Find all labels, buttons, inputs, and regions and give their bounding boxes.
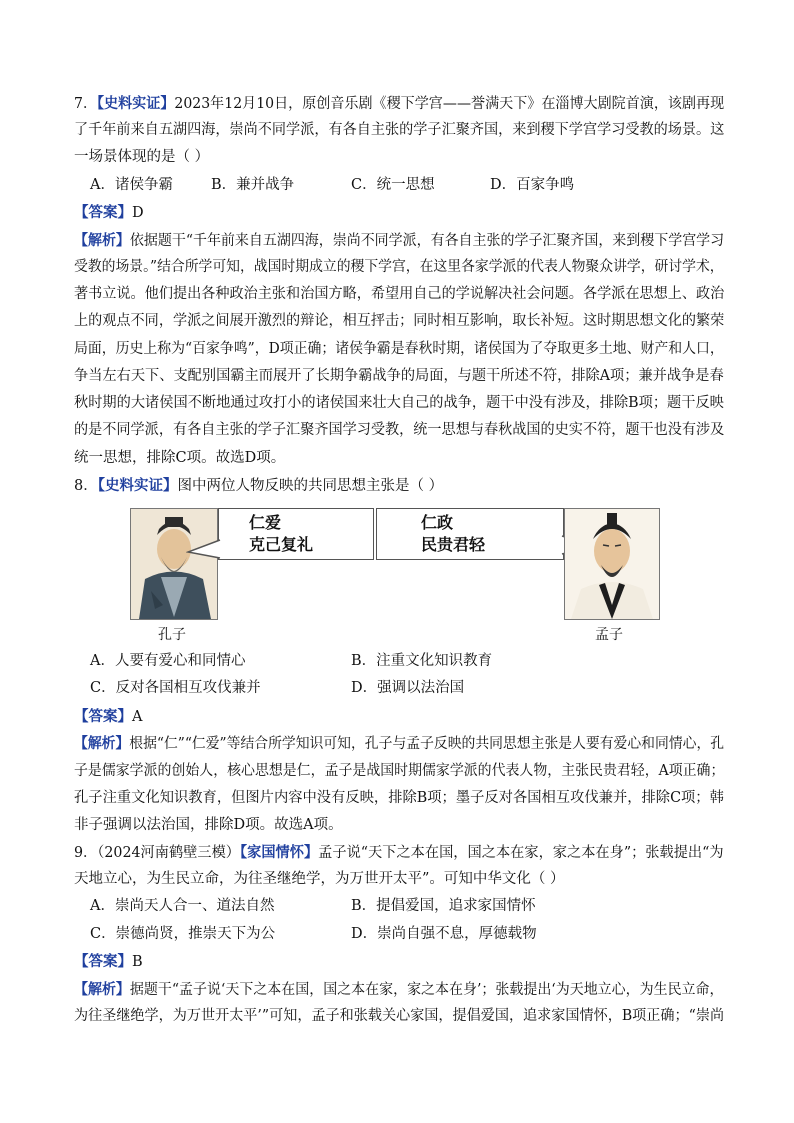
mencius-caption: 孟子 — [595, 627, 623, 643]
q7-option-d: D．百家争鸣 — [490, 177, 575, 193]
q8-answer-label: 【答案】 — [74, 708, 132, 725]
q7-stem-1: 2023年12月10日，原创音乐剧《稷下学宫——誉满天下》在淄博大剧院首演，该剧再现 — [174, 96, 725, 112]
q8-analysis-text-1: 根据“仁”“仁爱”等结合所学知识可知，孔子与孟子反映的共同思想主张是人要有爱心和同情心，孔 — [129, 736, 725, 752]
q8-stem: 图中两位人物反映的共同思想主张是（ ） — [177, 478, 444, 494]
q7-answer-value: D — [132, 205, 144, 221]
confucius-quote-1: 仁爱 — [249, 513, 282, 532]
confucius-bubble-pointer — [186, 538, 222, 562]
q9-number: 9． — [74, 845, 98, 861]
q9-stem-1: 孟子说“天下之本在国，国之本在家，家之本在身”；张载提出“为 — [318, 845, 724, 861]
q7-number: 7． — [74, 96, 98, 112]
confucius-portrait — [130, 508, 218, 620]
mencius-speech-bubble — [376, 508, 564, 560]
q7-line-1 — [74, 94, 725, 114]
confucius-speech-bubble — [218, 508, 374, 560]
q8-line-1 — [74, 476, 724, 496]
q9-analysis-text-1: 据题干“孟子说‘天下之本在国，国之本在家，家之本在身’；张载提出‘为天地立心，为生民立命， — [129, 982, 724, 998]
q7-analysis-line-4: 上的观点不同，学派之间展开激烈的辩论，相互抨击；同时相互影响，取长补短。这时期思想文化的繁荣 — [74, 313, 725, 329]
q7-analysis-line-9: 统一思想，排除C项。故选D项。 — [74, 450, 286, 466]
q9-line-2: 天地立心，为生民立命，为往圣继绝学，为万世开太平”。可知中华文化（ ） — [74, 871, 565, 887]
q7-option-b: B．兼并战争 — [211, 177, 295, 193]
q9-option-b: B．提倡爱国，追求家国情怀 — [351, 898, 536, 914]
confucius-quote-2: 克己复礼 — [249, 535, 314, 554]
q9-option-c: C．崇德尚贤，推崇天下为公 — [90, 926, 276, 942]
q9-analysis-line-1 — [74, 980, 724, 1000]
q8-answer — [74, 707, 724, 727]
q9-option-d: D．崇尚自强不息，厚德载物 — [351, 926, 537, 942]
q7-option-c: C．统一思想 — [351, 177, 435, 193]
q7-analysis-line-2: 受教的场景。”结合所学可知，战国时期成立的稷下学宫，在这里各家学派的代表人物聚众讲学，研讨学术， — [74, 259, 724, 275]
q9-line-1 — [74, 843, 724, 863]
q7-analysis-line-8: 的是不同学派，有各自主张的学子汇聚齐国学习受教，统一思想与春秋战国的史实不符，题干也没有涉及 — [74, 422, 725, 438]
mencius-portrait — [564, 508, 660, 620]
q8-option-b: B．注重文化知识教育 — [351, 653, 493, 669]
mencius-quote-2: 民贵君轻 — [421, 535, 486, 554]
q8-number: 8． — [74, 478, 98, 494]
q8-analysis-line-4: 非子强调以法治国，排除D项。故选A项。 — [74, 817, 343, 833]
q7-analysis-line-7: 秋时期的大诸侯国不断地通过攻打小的诸侯国来壮大自己的战争，题干中没有涉及，排除B项；题干反映 — [74, 395, 724, 411]
q9-source: （2024河南鹤壁三模） — [97, 845, 241, 861]
confucius-caption: 孔子 — [158, 627, 186, 643]
q7-answer-label: 【答案】 — [74, 204, 132, 221]
q7-analysis-line-3: 著书立说。他们提出各种政治主张和治国方略，希望用自己的学说解决社会问题。各学派在思想上、政治 — [74, 286, 725, 302]
q7-option-a: A．诸侯争霸 — [90, 177, 173, 193]
q9-answer-value: B — [132, 954, 143, 970]
q9-option-a: A．崇尚天人合一、道法自然 — [90, 898, 275, 914]
q8-answer-value: A — [132, 709, 143, 725]
q7-analysis-line-6: 争当左右天下、支配别国霸主而展开了长期争霸战争的局面，与题干所述不符，排除A项；兼并战争是春 — [74, 368, 724, 384]
q7-answer — [74, 203, 724, 223]
q7-line-3: 一场景体现的是（ ） — [74, 149, 210, 165]
q9-answer — [74, 952, 724, 972]
q9-tag: 【家国情怀】 — [240, 844, 319, 861]
q8-analysis-line-3: 孔子注重文化知识教育，但图片内容中没有反映，排除B项；墨子反对各国相互攻伐兼并，排除C项；韩 — [74, 790, 724, 806]
q8-analysis-label: 【解析】 — [74, 735, 130, 752]
q8-analysis-line-1 — [74, 734, 725, 754]
q8-analysis-line-2: 子是儒家学派的创始人，核心思想是仁，孟子是战国时期儒家学派的代表人物，主张民贵君轻，A项正确； — [74, 763, 725, 779]
q7-analysis-line-1 — [74, 231, 725, 251]
q8-figure — [130, 508, 660, 648]
q7-analysis-line-5: 局面，历史上称为“百家争鸣”，D项正确；诸侯争霸是春秋时期，诸侯国为了夺取更多土地、财产和人口， — [74, 341, 724, 357]
mencius-quote-1: 仁政 — [421, 513, 454, 532]
q9-analysis-line-2: 为往圣继绝学，为万世开太平’”可知，孟子和张载关心家国，提倡爱国，追求家国情怀，B项正确；“崇尚 — [74, 1008, 725, 1024]
mencius-illustration — [565, 509, 659, 619]
confucius-illustration — [131, 509, 217, 619]
q8-option-d: D．强调以法治国 — [351, 680, 465, 696]
q9-answer-label: 【答案】 — [74, 953, 132, 970]
q7-tag: 【史料实证】 — [97, 95, 175, 112]
q7-line-2: 了千年前来自五湖四海，崇尚不同学派，有各自主张的学子汇聚齐国，来到稷下学宫学习受教的场景。这 — [74, 122, 725, 138]
q7-analysis-text-1: 依据题干“千年前来自五湖四海，崇尚不同学派，有各自主张的学子汇聚齐国，来到稷下学宫学习 — [129, 233, 725, 249]
q8-option-c: C．反对各国相互攻伐兼并 — [90, 680, 261, 696]
q8-option-a: A．人要有爱心和同情心 — [90, 653, 246, 669]
q8-tag: 【史料实证】 — [97, 477, 178, 494]
q9-analysis-label: 【解析】 — [74, 981, 130, 998]
q7-analysis-label: 【解析】 — [74, 232, 130, 249]
